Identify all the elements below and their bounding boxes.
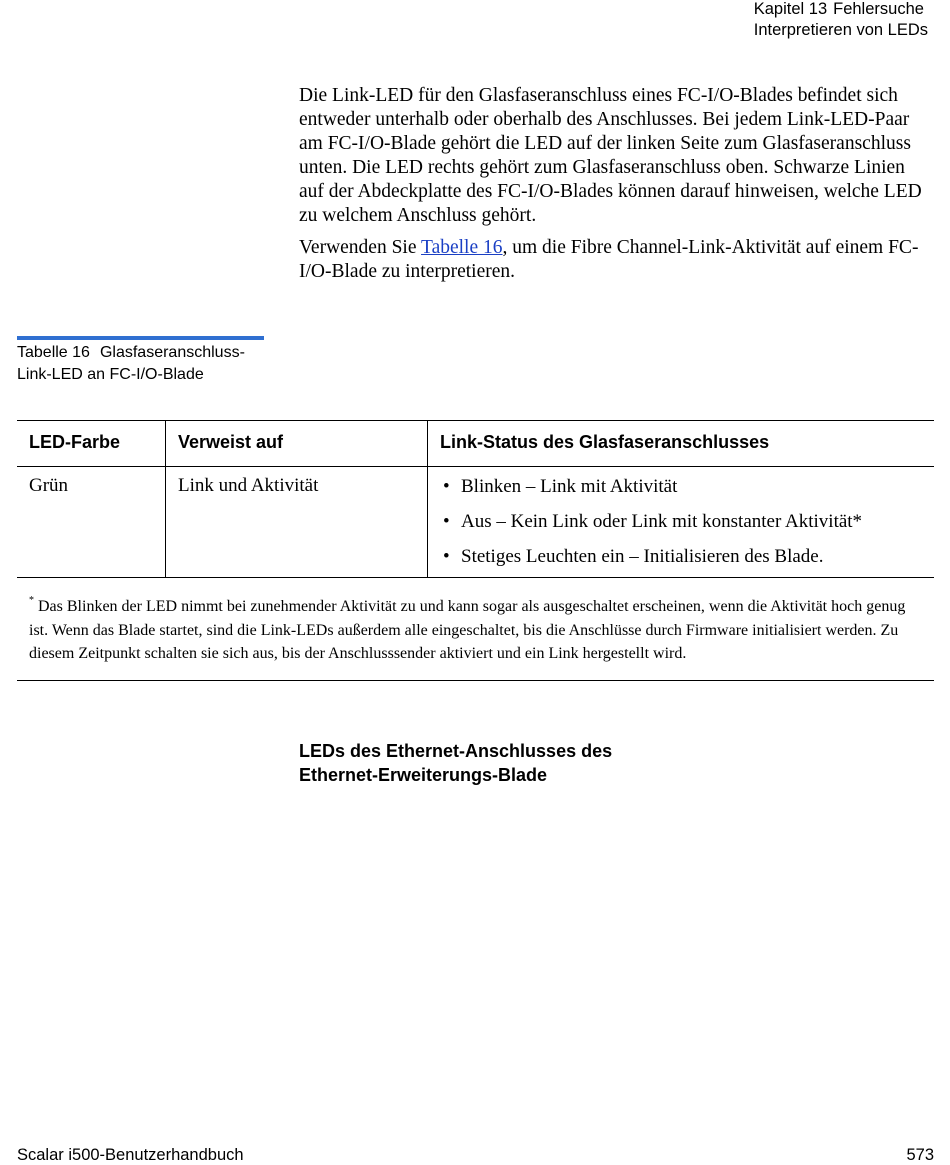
subheading-line-1: LEDs des Ethernet-Anschlusses des <box>299 741 613 761</box>
table-footnote <box>17 578 934 681</box>
led-status-table <box>17 420 934 681</box>
table-caption-number: Tabelle 16 <box>17 344 90 361</box>
table-row <box>17 467 934 578</box>
caption-accent-bar <box>17 336 264 340</box>
running-header <box>754 0 928 41</box>
body-paragraph-2 <box>299 236 929 284</box>
status-item-blinking: • Blinken – Link mit Aktivität <box>440 475 934 498</box>
subheading-line-2: Ethernet-Erweiterungs-Blade <box>299 765 548 785</box>
manual-title: Scalar i500-Benutzerhandbuch <box>17 1146 244 1164</box>
status-item-off: • Aus – Kein Link oder Link mit konstanter Aktivität* <box>440 510 934 533</box>
chapter-label: Kapitel 13 <box>753 0 828 18</box>
footnote-marker: * <box>29 595 34 606</box>
cell-meaning: Link und Aktivität <box>166 467 428 578</box>
table-16-link[interactable]: Tabelle 16 <box>421 237 503 258</box>
status-item-steady-on: • Stetiges Leuchten ein – Initialisieren des Blade. <box>440 545 934 568</box>
paragraph-2-end: , um die Fibre Channel-Link-Aktivität auf einem FC-I/O-Blade zu interpretieren. <box>299 237 919 282</box>
column-header-link-status: Link-Status des Glasfaseranschlusses <box>428 421 935 467</box>
page-number: 573 <box>906 1146 934 1164</box>
table-caption-title: Glasfaseranschluss-Link-LED an FC-I/O-Blade <box>17 344 245 383</box>
table-caption <box>17 342 269 386</box>
chapter-line <box>754 0 928 20</box>
section-title: Interpretieren von LEDs <box>753 21 928 39</box>
footnote-text: Das Blinken der LED nimmt bei zunehmender Aktivität zu und kann sogar als ausgeschaltet erscheinen, wenn die Aktivität hoch genug ist. Wenn das Blade startet, sind die Link-LEDs außerdem alle eingeschaltet, bis die Anschlüsse durch Firmware initialisiert werden. Zu diesem Zeitpunkt schalten sie sich aus, bis der Anschlusssender aktiviert und ein Link hergestellt wird. <box>29 598 906 662</box>
chapter-title: Fehlersuche <box>833 0 924 18</box>
body-paragraph-1: Die Link-LED für den Glasfaseranschluss eines FC-I/O-Blades befindet sich entweder unterhalb oder oberhalb des Anschlusses. Bei jedem Link-LED-Paar am FC-I/O-Blade gehört die LED auf der linken Seite zum Glasfaseranschluss unten. Die LED rechts gehört zum Glasfaseranschluss oben. Schwarze Linien auf der Abdeckplatte des FC-I/O-Blades können darauf hinweisen, welche LED zu welchem Anschluss gehört. <box>299 85 922 226</box>
section-subheading <box>299 739 612 787</box>
column-header-meaning: Verweist auf <box>166 421 428 467</box>
cell-led-color: Grün <box>17 467 166 578</box>
paragraph-2-start: Verwenden Sie <box>299 237 422 258</box>
column-header-led-color: LED-Farbe <box>17 421 166 467</box>
cell-link-status <box>428 467 935 578</box>
table-header-row <box>17 421 934 467</box>
